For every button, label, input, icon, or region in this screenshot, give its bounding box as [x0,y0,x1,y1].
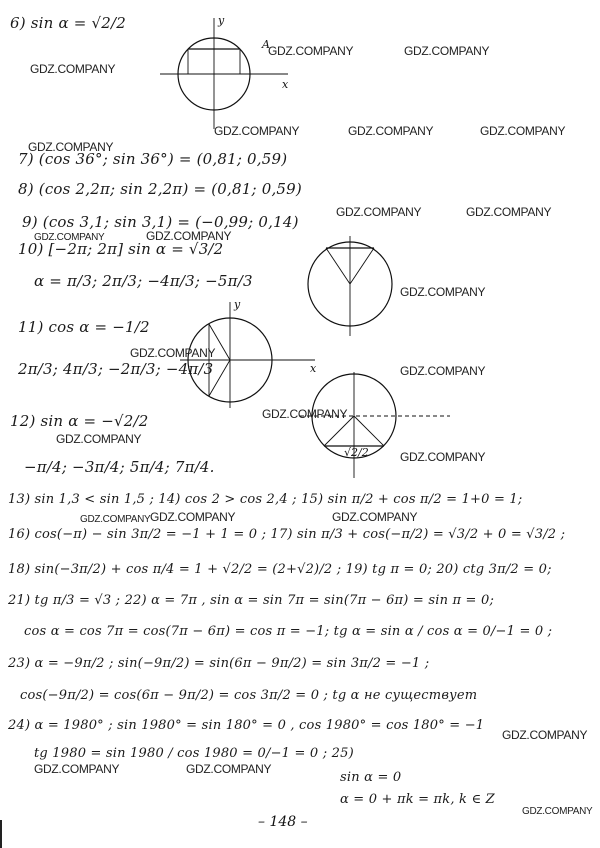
watermark: GDZ.COMPANY [522,806,593,817]
radius-bottom [209,360,230,396]
page-edge-mark [0,820,2,848]
watermark: GDZ.COMPANY [186,762,272,776]
watermark: GDZ.COMPANY [400,285,486,299]
watermark: GDZ.COMPANY [336,205,422,219]
solution-line-24-cont: tg 1980 = sin 1980 / cos 1980 = 0/−1 = 0 ; 25) [34,746,354,761]
solution-line-24: 24) α = 1980° ; sin 1980° = sin 180° = 0 , cos 1980° = cos 180° = −1 [8,718,485,733]
solution-line-10-answer: α = π/3; 2π/3; −4π/3; −5π/3 [34,272,253,290]
solution-line-25-a: sin α = 0 [340,770,402,785]
solution-line-10: 10) [−2π; 2π] sin α = √3/2 [18,240,224,258]
watermark: GDZ.COMPANY [268,44,354,58]
watermark: GDZ.COMPANY [466,205,552,219]
radius-right [350,248,374,284]
solution-line-23-cont: cos(−9π/2) = cos(6π − 9π/2) = cos 3π/2 = 0 ; tg α не существует [20,688,478,703]
watermark: GDZ.COMPANY [34,232,105,243]
watermark: GDZ.COMPANY [80,514,151,525]
radius-right [354,416,384,446]
watermark: GDZ.COMPANY [262,407,348,421]
solution-line-16-17: 16) cos(−π) − sin 3π/2 = −1 + 1 = 0 ; 17) sin π/3 + cos(−π/2) = √3/2 + 0 = √3/2 ; [8,527,566,542]
watermark: GDZ.COMPANY [34,762,120,776]
watermark: GDZ.COMPANY [28,140,114,154]
watermark: GDZ.COMPANY [332,510,418,524]
solution-line-23: 23) α = −9π/2 ; sin(−9π/2) = sin(6π − 9π/2) = sin 3π/2 = −1 ; [8,656,430,671]
watermark: GDZ.COMPANY [400,364,486,378]
watermark: GDZ.COMPANY [130,346,216,360]
watermark: GDZ.COMPANY [400,450,486,464]
solution-line-13-15: 13) sin 1,3 < sin 1,5 ; 14) cos 2 > cos 2,4 ; 15) sin π/2 + cos π/2 = 1+0 = 1; [8,492,523,507]
watermark: GDZ.COMPANY [404,44,490,58]
solution-line-11: 11) cos α = −1/2 [18,318,150,336]
solution-line-12: 12) sin α = −√2/2 [10,412,149,430]
watermark: GDZ.COMPANY [30,62,116,76]
watermark: GDZ.COMPANY [150,510,236,524]
solution-line-11-answer: 2π/3; 4π/3; −2π/3; −4π/3 [18,360,214,378]
point-label: √2/2 [344,446,369,459]
page-number: – 148 – [258,814,308,830]
y-axis-label: y [234,298,241,311]
radius-left [326,248,350,284]
solution-line-21-22: 21) tg π/3 = √3 ; 22) α = 7π , sin α = sin 7π = sin(7π − 6π) = sin π = 0; [8,593,495,608]
x-axis-label: x [310,362,317,375]
solution-line-25-b: α = 0 + πk = πk, k ∈ Z [340,792,495,807]
watermark: GDZ.COMPANY [480,124,566,138]
solution-line-18-20: 18) sin(−3π/2) + cos π/4 = 1 + √2/2 = (2+√2)/2 ; 19) tg π = 0; 20) ctg 3π/2 = 0; [8,562,552,577]
marker-a-label: A [262,38,270,51]
watermark: GDZ.COMPANY [214,124,300,138]
solution-line-8: 8) (cos 2,2π; sin 2,2π) = (0,81; 0,59) [18,180,302,198]
x-axis-label: x [282,78,289,91]
solution-line-12-answer: −π/4; −3π/4; 5π/4; 7π/4. [24,458,215,476]
watermark: GDZ.COMPANY [502,728,588,742]
watermark: GDZ.COMPANY [146,229,232,243]
solution-line-22-cont: cos α = cos 7π = cos(7π − 6π) = cos π = −1; tg α = sin α / cos α = 0/−1 = 0 ; [24,624,553,639]
solution-line-7: 7) (cos 36°; sin 36°) = (0,81; 0,59) [18,150,288,168]
solution-line-9: 9) (cos 3,1; sin 3,1) = (−0,99; 0,14) [22,213,299,231]
y-axis-label: y [218,14,225,27]
unit-circle-figure-6 [150,14,300,134]
solution-line-6: 6) sin α = √2/2 [10,14,127,32]
watermark: GDZ.COMPANY [56,432,142,446]
watermark: GDZ.COMPANY [348,124,434,138]
